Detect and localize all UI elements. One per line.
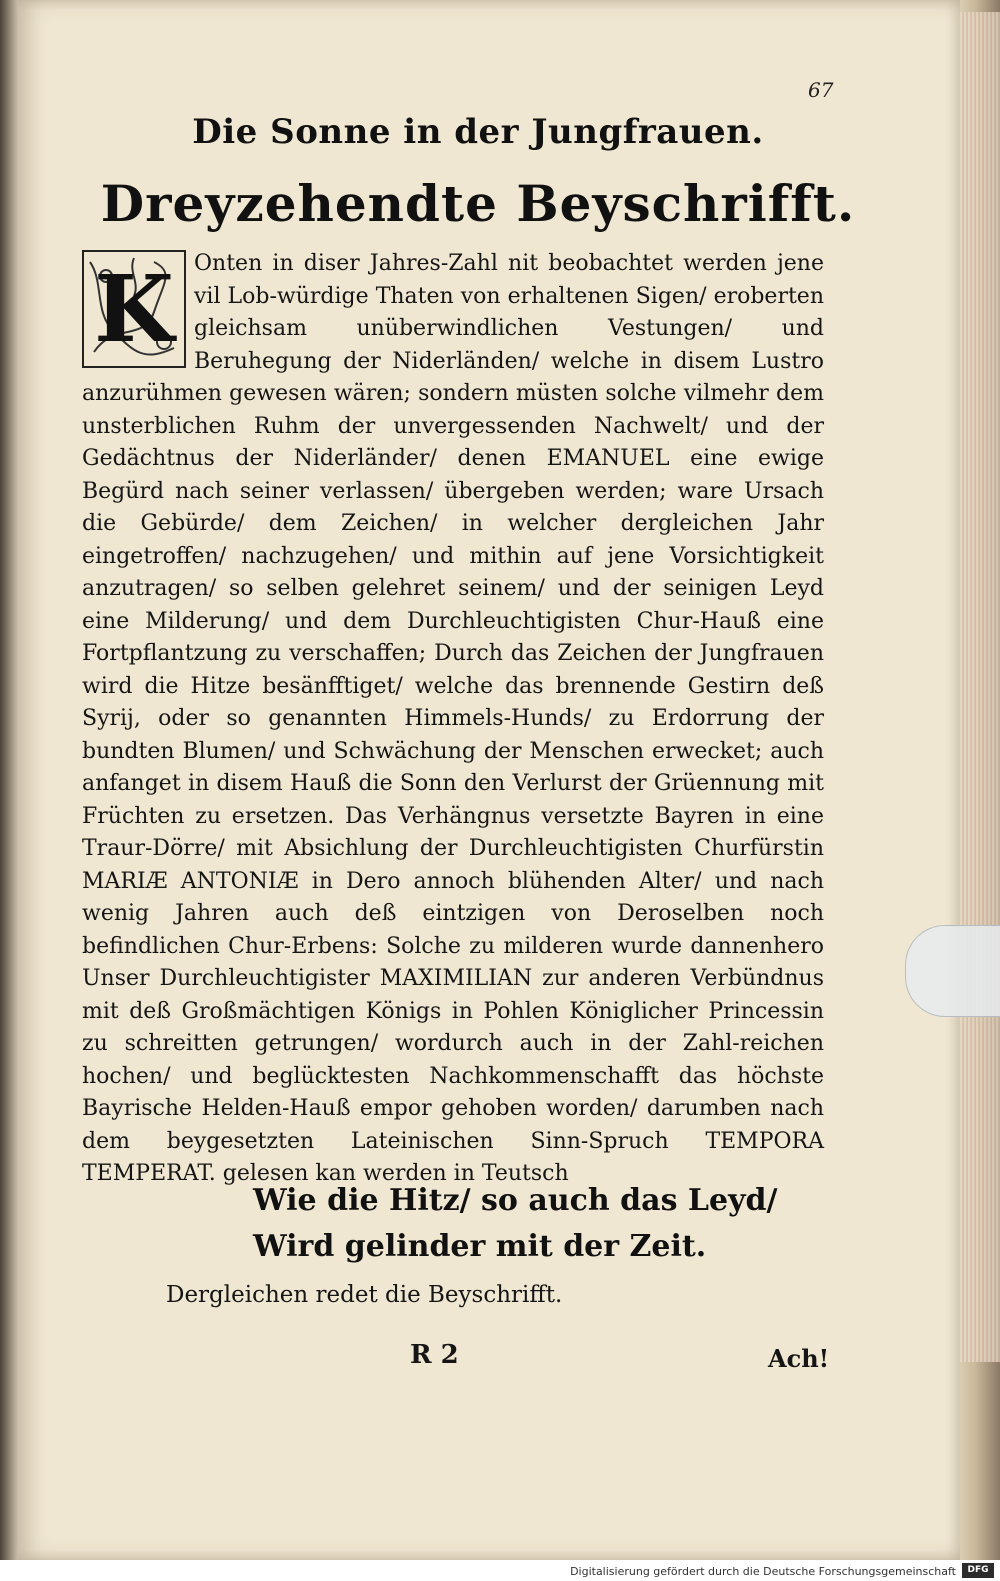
ornamental-drop-cap [82, 250, 186, 368]
footer-bar [0, 1560, 1000, 1581]
book-page [18, 0, 960, 1560]
catchword: Ach! [768, 1344, 830, 1373]
book-page-edges [960, 12, 1000, 1362]
verse-line-1: Wie die Hitz/ so auch das Leyd/ [253, 1183, 778, 1218]
drop-cap-letter: K [94, 255, 174, 363]
funding-notice: Digitalisierung gefördert durch die Deutsche Forschungsgemeinschaft [570, 1565, 956, 1578]
dfg-logo-badge: DFG [962, 1563, 994, 1578]
body-text: Onten in diser Jahres-Zahl nit beobachtet werden jene vil Lob-würdige Thaten von erhaltenen Sigen/ eroberten gleichsam unüberwindlichen Vestungen/ und Beruhegung der Niderländen/ welche in disem Lustro anzurühmen gewesen wären; sondern müsten solche vilmehr dem unsterblichen Ruhm der unvergessenden Nachwelt/ und der Gedächtnus der Niderländer/ denen EMANUEL eine ewige Begürd nach seiner verlassen/ übergeben werden; ware Ursach die Gebürde/ dem Zeichen/ in welcher dergleichen Jahr eingetroffen/ nachzugehen/ und mithin auf jene Vorsichtigkeit anzutragen/ so selben gelehret seinem/ und der seinigen Leyd eine Milderung/ und dem Durchleuchtigisten Chur-Hauß eine Fortpflantzung zu verschaffen; Durch das Zeichen der Jungfrauen wird die Hitze besänfftiget/ welche das brennende Gestirn deß Syrij, oder so genannten Himmels-Hunds/ zu Erdorrung der bundten Blumen/ und Schwächung der Menschen erwecket; auch anfanget in disem Hauß die Sonn den Verlurst der Grüennung mit Früchten zu ersetzen. Das Verhängnus versetzte Bayren in eine Traur-Dörre/ mit Absichlung der Durchleuchtigisten Churfürstin MARIÆ ANTONIÆ in Dero annoch blühenden Alter/ und nach wenig Jahren auch deß eintzigen von Deroselben noch befindlichen Chur-Erbens: Solche zu milderen wurde dannenhero Unser Durchleuchtigister MAXIMILIAN zur anderen Verbündnus mit deß Großmächtigen Königs in Pohlen Königlicher Princessin zu schreitten getrungen/ wordurch auch in der Zahl-reichen hochen/ und beglücktesten Nachkommenschafft das höchste Bayrische Helden-Hauß empor gehoben worden/ darumben nach dem beygesetzten Lateinischen Sinn-Spruch TEMPORA TEMPERAT. gelesen kan werden in Teutsch [82, 251, 824, 1186]
signature-mark: R 2 [410, 1340, 459, 1370]
body-paragraph [82, 248, 824, 1191]
inscription-title: Dreyzehendte Beyschrifft. [100, 174, 856, 233]
page-number: 67 [808, 78, 834, 102]
section-heading: Die Sonne in der Jungfrauen. [192, 112, 764, 152]
verse-line-2: Wird gelinder mit der Zeit. [253, 1229, 707, 1264]
verse-block [253, 1178, 777, 1270]
closing-line: Dergleichen redet die Beyschrifft. [166, 1282, 563, 1308]
paper-bookmark-tab [905, 925, 1000, 1017]
